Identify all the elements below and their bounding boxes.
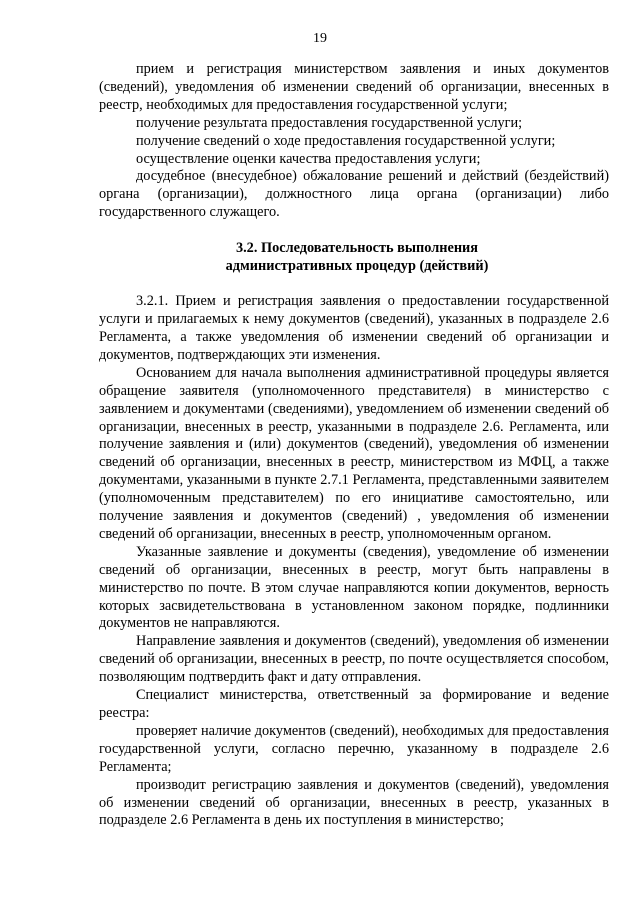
paragraph-3-2-1: 3.2.1. Прием и регистрация заявления о предоставлении государственной услуги и прилагаемых к нему документов (сведений), указанных в подразделе 2.6 Регламента, а также уведомления об изменении сведений об организации и документов, подтверждающих эти изменения. xyxy=(99,293,609,363)
page-number: 19 xyxy=(313,31,327,46)
paragraph-result: получение результата предоставления государственной услуги; xyxy=(136,114,523,131)
paragraph-registration: производит регистрацию заявления и документов (сведений), уведомления об изменении сведений об организации, внесенных в реестр, указанных в подразделе 2.6 Регламента в день их поступления в министерство; xyxy=(99,776,609,829)
paragraph-checks-documents: проверяет наличие документов (сведений), необходимых для предоставления государственной услуги, согласно перечню, указанному в подразделе 2.6 Регламента; xyxy=(99,722,609,775)
paragraph-quality-assessment: осуществление оценки качества предоставления услуги; xyxy=(136,150,481,167)
section-heading xyxy=(99,239,609,275)
paragraph-mail-method: Направление заявления и документов (сведений), уведомления об изменении сведений об организации, внесенных в реестр, по почте осуществляется способом, позволяющим подтвердить факт и дату отправления. xyxy=(99,633,609,686)
paragraph-specialist: Специалист министерства, ответственный за формирование и ведение реестра: xyxy=(99,687,609,721)
page-text xyxy=(99,61,609,830)
paragraph-by-mail: Указанные заявление и документы (сведения), уведомление об изменении сведений об организации, внесенных в реестр, могут быть направлены в министерство по почте. В этом случае направляются копии документов, верность которых засвидетельствована в установленном законом порядке, подлинники документов не направляются. xyxy=(99,543,609,632)
paragraph-appeal: досудебное (внесудебное) обжалование решений и действий (бездействий) органа (организации), должностного лица органа (организации) либо государственного служащего. xyxy=(99,168,609,221)
section-heading-line-2: административных процедур (действий) xyxy=(225,258,489,275)
paragraph-grounds: Основанием для начала выполнения административной процедуры является обращение заявителя (уполномоченного представителя) в министерство с заявлением и документами (сведениями), уведомлением об изменении сведений об организации, внесенных в реестр, указанными в подразделе 2.6. Регламента, или получение заявления и (или) документов (сведений), уведомления об изменении сведений об организации, внесенных в реестр, министерством из МФЦ, а также документами, указанными в пункте 2.7.1 Регламента, представленными заявителем (уполномоченным представителем) по его инициативе самостоятельно, или получение заявления и документов (сведений) , уведомления об изменении сведений об организации, внесенных в реестр, уполномоченным органом. xyxy=(99,364,609,542)
section-heading-line-1: 3.2. Последовательность выполнения xyxy=(235,240,479,257)
paragraph-reception: прием и регистрация министерством заявления и иных документов (сведений), уведомления об изменении сведений об организации, внесенных в реестр, необходимых для предоставления государственной услуги; xyxy=(99,61,609,113)
paragraph-progress-info: получение сведений о ходе предоставления государственной услуги; xyxy=(136,132,556,149)
